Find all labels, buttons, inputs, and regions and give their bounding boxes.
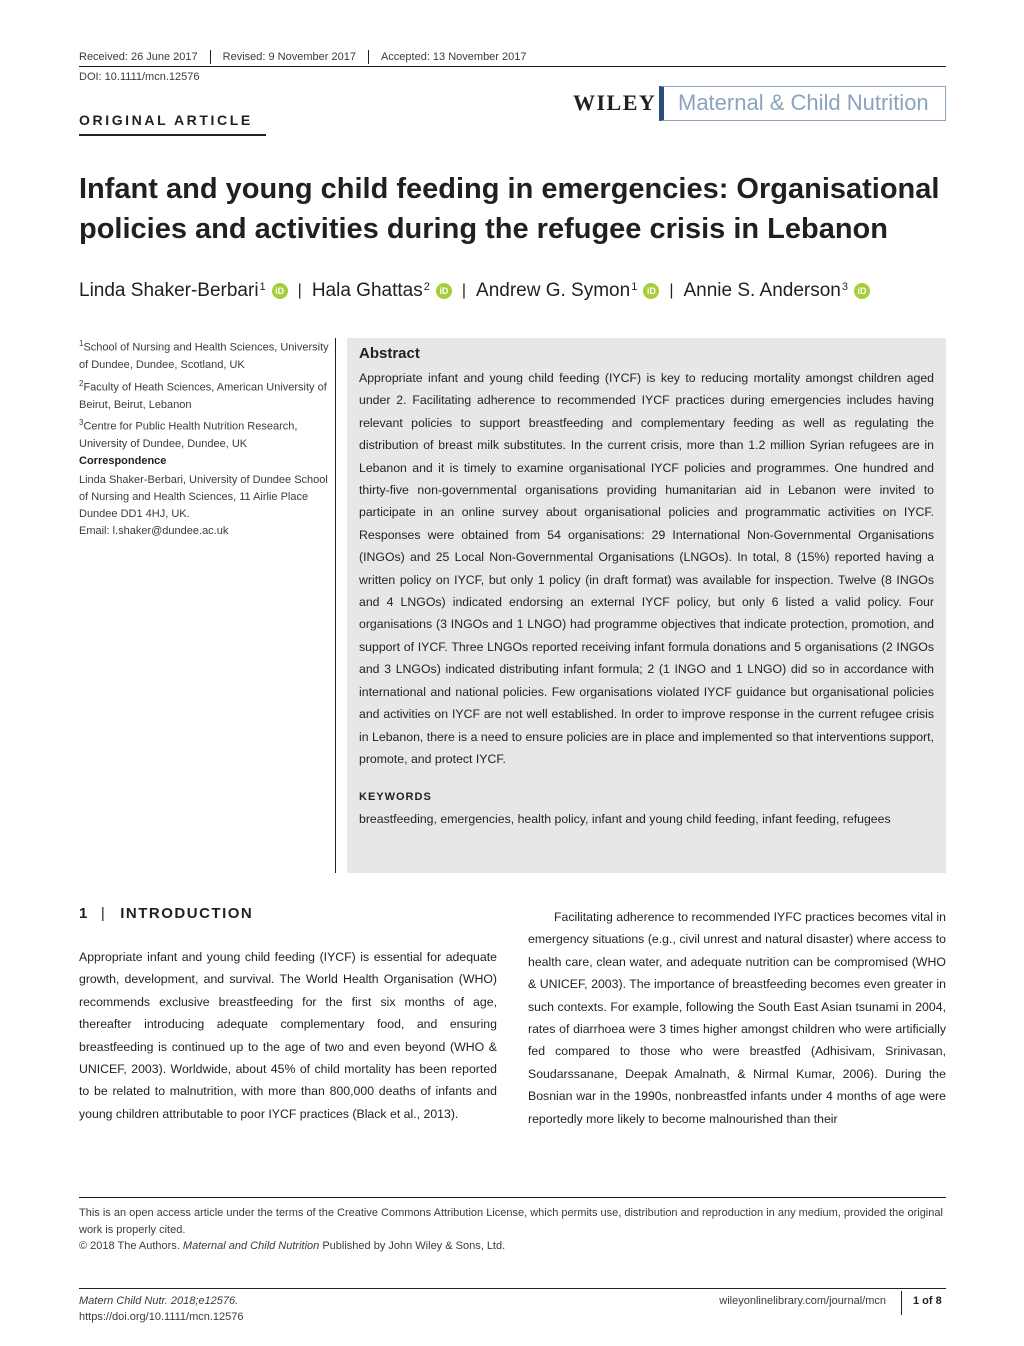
author-affiliation-number: 1	[259, 281, 266, 293]
received-date: Received: 26 June 2017	[79, 50, 211, 64]
section-heading	[79, 905, 253, 922]
correspondence-address: Linda Shaker-Berbari, University of Dundee School of Nursing and Health Sciences, 11 Airlie Place Dundee DD1 4HJ, UK.	[79, 474, 328, 520]
keywords-heading: KEYWORDS	[359, 791, 432, 804]
orcid-icon[interactable]: iD	[643, 283, 659, 299]
affiliation-number: 2	[79, 379, 84, 388]
correspondence-heading: Correspondence	[79, 455, 167, 467]
footer-doi-link[interactable]: https://doi.org/10.1111/mcn.12576	[79, 1311, 244, 1323]
author-name: Hala Ghattas	[311, 280, 423, 301]
orcid-icon[interactable]: iD	[272, 283, 288, 299]
affiliation-number: 3	[79, 418, 84, 427]
revised-date: Revised: 9 November 2017	[223, 50, 369, 64]
affiliation	[79, 375, 329, 414]
author-separator: |	[461, 282, 467, 299]
author-name: Linda Shaker-Berbari	[79, 280, 259, 301]
section-bar: |	[100, 905, 107, 922]
abstract-box	[347, 338, 946, 873]
article-title: Infant and young child feeding in emergencies: Organisational policies and activities during the refugee crisis in Lebanon	[79, 173, 940, 245]
affiliation	[79, 414, 329, 453]
accepted-date: Accepted: 13 November 2017	[380, 50, 527, 63]
doi: DOI: 10.1111/mcn.12576	[79, 71, 200, 83]
abstract-text: Appropriate infant and young child feeding (IYCF) is key to reducing mortality amongst children aged under 2. Facilitating adherence to recommended IYCF practices during emergencies includes having relevant policies to support breastfeeding and complementary feeding as well as regulating the distribution of breast milk substitutes. In the current crisis, more than 1.2 million Syrian refugees are in Lebanon and it is timely to examine organisational IYCF policies and programmes. One hundred and thirty-five non-governmental organisations providing humanitarian aid in Lebanon were invited to participate in an online survey about organisational policies and programmatic activities on IYCF. Responses were obtained from 54 organisations: 29 International Non-Governmental Organisations (INGOs) and 25 Local Non-Governmental Organisations (LNGOs). In total, 8 (15%) reported having a written policy on IYCF, but only 1 policy (in draft format) was available for inspection. Twelve (8 INGOs and 4 LNGOs) indicated endorsing an external IYCF policy, but only 6 listed a valid policy. Four organisations (3 INGOs and 1 LNGO) had programme objectives that indicate protection, promotion, and support of IYCF. Three LNGOs reported receiving infant formula donations and 5 organisations (2 INGOs and 3 LNGOs) indicated distributing infant formula; 2 (1 INGO and 1 LNGO) did so in accordance with international and national policies. Few organisations violated IYCF guidance but organisational policies and activities on IYCF are not well established. In order to improve response in the current refugee crisis in Lebanon, there is a need to ensure policies are in place and implemented so that interventions support, promote, and protect IYCF.	[359, 371, 934, 766]
author-affiliation-number: 3	[841, 281, 848, 293]
author-affiliation-number: 1	[631, 281, 638, 293]
affiliation-text: School of Nursing and Health Sciences, University of Dundee, Dundee, Scotland, UK	[79, 341, 329, 371]
copyright-journal: Maternal and Child Nutrition	[182, 1240, 320, 1252]
author[interactable]	[476, 280, 659, 302]
author-list	[79, 279, 870, 303]
orcid-icon[interactable]: iD	[854, 283, 870, 299]
publisher-logo: WILEY	[573, 90, 657, 115]
author-name: Annie S. Anderson	[683, 280, 841, 301]
copyright-prefix: © 2018 The Authors.	[79, 1240, 180, 1252]
journal-logo: Maternal & Child Nutrition	[659, 86, 946, 121]
author-affiliation-number: 2	[423, 281, 430, 293]
affiliation-text: Centre for Public Health Nutrition Research, University of Dundee, Dundee, UK	[79, 420, 298, 450]
body-paragraph-left: Appropriate infant and young child feeding (IYCF) is essential for adequate growth, development, and survival. The World Health Organisation (WHO) recommends exclusive breastfeeding for the first six months of age, thereafter introducing adequate complementary food, and ensuring breastfeeding is continued up to the age of two and even beyond (WHO & UNICEF, 2003). Worldwide, about 45% of child mortality has been reported to be related to malnutrition, with more than 800,000 deaths of infants and young children attributable to poor IYCF practices (Black et al., 2013).	[79, 950, 497, 1121]
correspondence-details	[79, 472, 329, 540]
page-number: 1 of 8	[913, 1295, 942, 1307]
author-separator: |	[297, 282, 302, 299]
column-divider	[335, 338, 336, 873]
affiliation-text: Faculty of Heath Sciences, American University of Beirut, Beirut, Lebanon	[79, 381, 327, 411]
section-title: INTRODUCTION	[120, 905, 254, 922]
footer-separator	[901, 1291, 902, 1315]
footer-website-link[interactable]: wileyonlinelibrary.com/journal/mcn	[719, 1295, 886, 1307]
footer-divider	[79, 1288, 946, 1289]
keywords-list: breastfeeding, emergencies, health policy, infant and young child feeding, infant feeding, refugees	[359, 812, 891, 827]
affiliation	[79, 335, 329, 374]
author[interactable]	[683, 280, 870, 302]
affiliation-number: 1	[79, 339, 84, 348]
footer-citation: Matern Child Nutr. 2018;e12576.	[79, 1295, 239, 1307]
footnote-divider	[79, 1197, 946, 1198]
abstract-heading: Abstract	[359, 345, 420, 362]
author[interactable]	[312, 280, 452, 302]
body-paragraph-right: Facilitating adherence to recommended IYFC practices becomes vital in emergency situations (e.g., civil unrest and natural disaster) where access to health care, clean water, and adequate nutrition can be compromised (WHO & UNICEF, 2003). The importance of breastfeeding becomes even greater in such contexts. For example, following the South East Asian tsunami in 2004, rates of diarrhoea were 3 times higher amongst children who were artificially fed compared to those who were breastfed (Adhisivam, Srinivasan, Soudarssanane, Deepak Amalnath, & Nirmal Kumar, 2006). During the Bosnian war in the 1990s, nonbreastfed infants under 4 months of age were reportedly more likely to become malnourished than their	[528, 910, 946, 1126]
author-separator: |	[669, 282, 674, 299]
article-type: ORIGINAL ARTICLE	[79, 112, 266, 136]
author-name: Andrew G. Symon	[476, 280, 631, 301]
correspondence-email[interactable]: Email: l.shaker@dundee.ac.uk	[79, 525, 229, 537]
copyright-suffix: Published by John Wiley & Sons, Ltd.	[322, 1240, 506, 1252]
orcid-icon[interactable]: iD	[436, 283, 452, 299]
copyright-note	[79, 1240, 505, 1252]
license-note: This is an open access article under the terms of the Creative Commons Attribution License, which permits use, distribution and reproduction in any medium, provided the original work is properly cited.	[79, 1207, 943, 1236]
author[interactable]	[79, 280, 288, 302]
section-number: 1	[79, 905, 89, 922]
article-dates	[79, 47, 946, 67]
